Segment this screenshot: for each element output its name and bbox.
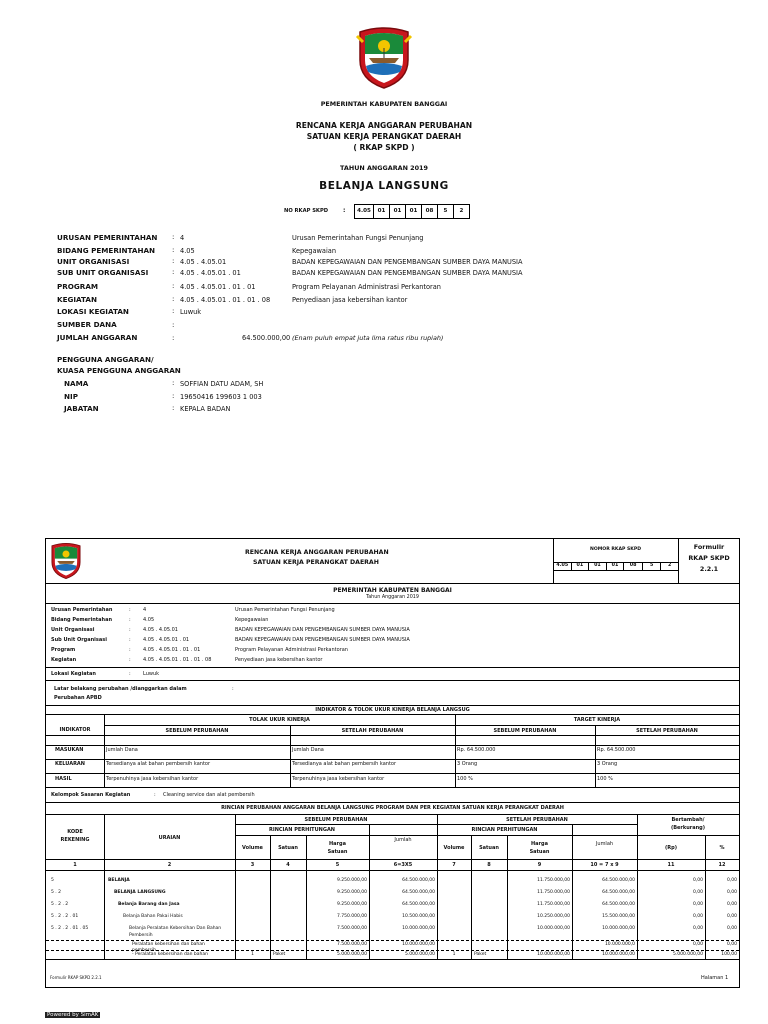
field-value: 4.05 . 4.05.01 . 01 — [180, 269, 241, 277]
cover-government: PEMERINTAH KABUPATEN BANGGAI — [320, 100, 448, 108]
col-number: 8 — [487, 862, 491, 868]
ind-header-sebelum: SEBELUM PERUBAHAN — [165, 728, 229, 734]
ind-row-tolok-sebelum: Terpenuhinya jasa kebersihan kantor — [106, 776, 199, 782]
row-selisih-rp: 0,00 — [692, 942, 703, 947]
row-uraian: - Peralatan kebersihan dan bahan — [132, 952, 208, 957]
form-title-1: RENCANA KERJA ANGGARAN PERUBAHAN — [245, 549, 389, 556]
field-label: KEGIATAN — [57, 295, 97, 304]
field-colon: : — [172, 321, 175, 329]
row-harga-setelah: 11.750.000,00 — [537, 878, 570, 883]
lokasi-value: Luwuk — [143, 671, 160, 677]
col-number: 12 — [718, 862, 726, 868]
form-field-desc: Urusan Pemerintahan Fungsi Penunjang — [235, 607, 335, 613]
form-field-colon: : — [129, 617, 131, 623]
rin-header-harga-4: Satuan — [529, 849, 550, 855]
no-rkap-cell: 2 — [453, 205, 469, 218]
rin-header-sebelum: SEBELUM PERUBAHAN — [304, 817, 368, 823]
form-field-desc: BADAN KEPEGAWAIAN DAN PENGEMBANGAN SUMBER DAYA MANUSIA — [235, 637, 410, 643]
form-field-colon: : — [129, 647, 131, 653]
rin-header-setelah: SETELAH PERUBAHAN — [506, 817, 568, 823]
row-uraian: Belanja Bahan Pakai Habis — [123, 914, 183, 919]
row-harga-setelah: 10.000.000,00 — [537, 926, 570, 931]
row-kode: 5 . 2 . 2 . 01 — [51, 914, 79, 919]
rin-header-perhitungan-1: RINCIAN PERHITUNGAN — [268, 827, 335, 833]
form-field-label: Sub Unit Organisasi — [51, 637, 107, 643]
cover-title-2: SATUAN KERJA PERANGKAT DAERAH — [306, 132, 462, 141]
field-desc: Penyediaan jasa kebersihan kantor — [292, 296, 408, 304]
form-title-2: SATUAN KERJA PERANGKAT DAERAH — [253, 559, 379, 566]
cover-heading: BELANJA LANGSUNG — [319, 180, 449, 192]
form-year: Tahun Anggaran 2019 — [366, 595, 419, 600]
pengguna-label-1: PENGGUNA ANGGARAN/ — [57, 355, 154, 364]
nomor-cell: 01 — [589, 562, 607, 570]
row-harga-sebelum: 9.250.000,00 — [336, 902, 367, 907]
form-field-desc: Penyediaan jasa kebersihan kantor — [235, 657, 323, 663]
field-colon: : — [172, 233, 175, 241]
rin-header-volume: Volume — [242, 845, 263, 851]
field-label: SUMBER DANA — [57, 320, 117, 329]
col-number: 2 — [167, 862, 172, 868]
nomor-cell: 5 — [643, 562, 662, 570]
ind-row-target-sebelum: 100 % — [457, 776, 473, 782]
row-volume-setelah: 1 — [452, 952, 456, 957]
cover-title-3: ( RKAP SKPD ) — [353, 143, 415, 152]
formulir-2: RKAP SKPD — [688, 554, 730, 562]
nomor-cell: 4.05 — [554, 562, 572, 570]
col-number: 4 — [286, 862, 290, 868]
row-kode: 5 . 2 . 2 — [51, 902, 69, 907]
form-field-desc: Program Pelayanan Administrasi Perkantoran — [235, 647, 348, 653]
field-colon: : — [172, 257, 175, 265]
ind-header-indikator: INDIKATOR — [59, 727, 91, 733]
rin-header-bertambah-2: (Berkurang) — [670, 825, 706, 831]
row-harga-sebelum: 7.500.000,00 — [336, 926, 367, 931]
col-number: 5 — [335, 862, 340, 868]
formulir-1: Formulir — [693, 543, 725, 551]
indikator-title: INDIKATOR & TOLOK UKUR KINERJA BELANJA LANGSUG — [315, 707, 470, 713]
rin-header-bertambah-1: Bertambah/ — [671, 817, 705, 823]
row-selisih-pct: 0,00 — [726, 890, 737, 895]
no-rkap-cell: 5 — [437, 205, 453, 218]
nomor-cell: 2 — [668, 563, 672, 568]
row-selisih-rp: 0,00 — [692, 914, 703, 919]
ind-header-target-setelah: SETELAH PERUBAHAN — [636, 728, 698, 734]
form-field-desc: BADAN KEPEGAWAIAN DAN PENGEMBANGAN SUMBER DAYA MANUSIA — [235, 627, 410, 633]
row-satuan-setelah: Paket — [474, 952, 487, 957]
form-field-label: Kegiatan — [51, 657, 77, 663]
row-uraian: pembersih — [132, 948, 156, 953]
row-jumlah-sebelum: 10.000.000,00 — [402, 942, 435, 947]
form-field-label: Bidang Pemerintahan — [51, 617, 113, 623]
form-field-desc: Kepegawaian — [235, 617, 269, 623]
field-value: 4.05 . 4.05.01 . 01 . 01 . 08 — [180, 296, 271, 304]
rin-header-harga-3: Harga — [531, 841, 548, 847]
row-jumlah-setelah: 10.000.000,0 — [604, 942, 635, 947]
rin-header-perhitungan-2: RINCIAN PERHITUNGAN — [471, 827, 538, 833]
latar-colon: : — [232, 686, 234, 692]
row-uraian: Peralatan kebersihan dan bahan — [132, 942, 205, 947]
latar-label-2: Perubahan APBD — [54, 695, 102, 701]
row-selisih-pct: 0,00 — [726, 902, 737, 907]
col-number: 6=3X5 — [393, 862, 413, 868]
field-label: SUB UNIT ORGANISASI — [57, 268, 149, 277]
col-number: 9 — [537, 862, 542, 868]
form-field-colon: : — [129, 607, 131, 613]
sasaran-value: Cleaning service dan alat pembersih — [163, 792, 255, 798]
jumlah-words: (Enam puluh empat juta lima ratus ribu rupiah) — [292, 334, 444, 342]
ind-row-name: MASUKAN — [55, 747, 84, 753]
ind-header-tolok: TOLAK UKUR KINERJA — [249, 717, 310, 723]
row-uraian: Pembersih — [129, 933, 153, 938]
col-number: 10 = 7 x 9 — [590, 862, 619, 868]
row-jumlah-setelah: 64.500.000,00 — [602, 878, 635, 883]
form-government: PEMERINTAH KABUPATEN BANGGAI — [333, 587, 452, 594]
row-jumlah-sebelum: 64.500.000,00 — [402, 878, 435, 883]
field-colon: : — [172, 268, 175, 276]
col-number: 3 — [250, 862, 255, 868]
field-colon: : — [172, 282, 175, 290]
ind-row-tolok-setelah: Terpenuhinya jasa kebersihan kantor — [292, 776, 385, 782]
ind-row-target-setelah: 100 % — [597, 776, 613, 782]
nomor-label: NOMOR RKAP SKPD — [589, 547, 642, 552]
ind-row-target-setelah: Rp. 64.500.000 — [597, 747, 636, 753]
ind-row-target-sebelum: Rp. 64.500.000 — [457, 747, 496, 753]
rin-header-volume-2: Volume — [443, 845, 465, 851]
nomor-cell: 08 — [624, 562, 643, 570]
form-footer-left: Formulir RKAP SKPD 2.2.1 — [50, 975, 102, 980]
rin-header-kode-1: KODE — [67, 829, 83, 835]
banggai-emblem-icon — [355, 26, 413, 90]
field-label: PROGRAM — [57, 282, 99, 291]
form-field-label: Urusan Pemerintahan — [51, 607, 113, 613]
no-rkap-cell: 4.05 — [357, 208, 371, 214]
rin-header-jumlah-2: Jumlah — [595, 841, 614, 847]
row-kode: 5 . 2 . 2 . 01 . 05 — [51, 926, 89, 931]
field-desc: Urusan Pemerintahan Fungsi Penunjang — [292, 234, 424, 242]
field-value: 4 — [180, 234, 185, 242]
form-field-value: 4.05 . 4.05.01 — [143, 627, 178, 633]
sasaran-label: Kelompok Sasaran Kegiatan — [51, 792, 131, 798]
no-rkap-label: NO RKAP SKPD — [284, 208, 329, 214]
cover-title-1: RENCANA KERJA ANGGARAN PERUBAHAN — [295, 121, 473, 130]
nomor-cells — [554, 562, 678, 571]
row-jumlah-sebelum: 5.000.000,00 — [404, 952, 435, 957]
field-colon: : — [172, 307, 175, 315]
ind-row-name: KELUARAN — [55, 761, 85, 767]
field-label: BIDANG PEMERINTAHAN — [57, 246, 156, 255]
row-jumlah-setelah: 10.000.000,00 — [602, 926, 635, 931]
form-field-label: Program — [51, 647, 76, 653]
rin-header-rp: (Rp) — [665, 845, 677, 851]
rkap-form — [45, 538, 740, 988]
rincian-title: RINCIAN PERUBAHAN ANGGARAN BELANJA LANGSUNG PROGRAM DAN PER KEGIATAN SATUAN KERJA PERANGKAT DAERAH — [221, 805, 564, 811]
rin-header-persen: % — [719, 845, 725, 851]
row-selisih-rp: 0,00 — [692, 878, 703, 883]
row-kode: 5 . 2 — [51, 890, 62, 895]
nomor-cell: 01 — [572, 562, 590, 570]
field-label: UNIT ORGANISASI — [57, 257, 130, 266]
official-label: NAMA — [64, 379, 89, 388]
rin-header-uraian: URAIAN — [158, 835, 181, 841]
no-rkap-cell: 01 — [405, 205, 421, 218]
rin-header-satuan-2: Satuan — [479, 845, 499, 851]
row-harga-sebelum: 9.250.000,00 — [336, 878, 367, 883]
ind-row-tolok-sebelum: Jumlah Dana — [106, 747, 138, 753]
field-colon: : — [172, 295, 175, 303]
official-colon: : — [172, 379, 175, 387]
official-value: KEPALA BADAN — [180, 405, 231, 413]
row-selisih-pct: 100,00 — [721, 952, 737, 957]
formulir-3: 2.2.1 — [699, 565, 719, 573]
no-rkap-box — [354, 204, 470, 219]
field-value: Luwuk — [180, 308, 202, 316]
official-value: 19650416 199603 1 003 — [180, 393, 262, 401]
ind-row-name: HASIL — [55, 776, 72, 782]
no-rkap-cell: 08 — [421, 205, 437, 218]
ind-row-target-setelah: 3 Orang — [597, 761, 618, 767]
form-field-colon: : — [129, 627, 131, 633]
form-field-colon: : — [129, 637, 131, 643]
pengguna-label-2: KUASA PENGGUNA ANGGARAN — [57, 366, 181, 375]
row-harga-sebelum: 7.500.000,00 — [336, 942, 367, 947]
official-label: JABATAN — [64, 404, 99, 413]
row-harga-sebelum: 5.000.000,00 — [336, 952, 367, 957]
ind-header-setelah: SETELAH PERUBAHAN — [341, 728, 404, 734]
no-rkap-cell: 01 — [389, 205, 405, 218]
form-field-value: 4.05 — [143, 617, 155, 623]
row-selisih-rp: 0,00 — [692, 902, 703, 907]
lokasi-colon: : — [129, 671, 131, 677]
field-colon: : — [172, 246, 175, 254]
field-value: 4.05 . 4.05.01 . 01 . 01 — [180, 283, 256, 291]
field-value: 4.05 . 4.05.01 — [180, 258, 227, 266]
rin-header-harga-2: Satuan — [327, 849, 348, 855]
col-number: 11 — [667, 862, 675, 868]
ind-header-target: TARGET KINERJA — [573, 717, 621, 723]
row-satuan-sebelum: Paket — [273, 952, 286, 957]
field-desc: BADAN KEPEGAWAIAN DAN PENGEMBANGAN SUMBER DAYA MANUSIA — [292, 258, 523, 266]
row-jumlah-sebelum: 64.500.000,00 — [402, 890, 435, 895]
official-colon: : — [172, 392, 175, 400]
field-desc: Kepegawaian — [292, 247, 337, 255]
no-rkap-cell: 01 — [373, 205, 389, 218]
ind-row-tolok-sebelum: Tersedianya alat bahan pembersih kantor — [106, 761, 211, 767]
sasaran-colon: : — [154, 792, 156, 798]
row-volume-sebelum: 1 — [251, 952, 254, 957]
form-field-label: Unit Organisasi — [51, 627, 95, 633]
field-value: 4.05 — [180, 247, 195, 255]
row-selisih-rp: 5.000.000,00 — [672, 952, 703, 957]
row-harga-sebelum: 9.250.000,00 — [336, 890, 367, 895]
ind-row-target-sebelum: 3 Orang — [457, 761, 478, 767]
official-value: SOFFIAN DATU ADAM, SH — [180, 380, 264, 388]
row-uraian: Belanja Barang dan Jasa — [118, 902, 180, 907]
rin-header-harga-1: Harga — [329, 841, 346, 847]
form-field-value: 4.05 . 4.05.01 . 01 — [143, 637, 190, 643]
row-selisih-pct: 0,00 — [726, 914, 737, 919]
form-emblem-icon — [49, 542, 83, 580]
form-field-colon: : — [129, 657, 131, 663]
jumlah-label: JUMLAH ANGGARAN — [57, 333, 138, 342]
form-field-value: 4 — [143, 607, 147, 613]
row-selisih-rp: 0,00 — [692, 926, 703, 931]
row-selisih-pct: 0,00 — [726, 942, 737, 947]
row-selisih-pct: 0,00 — [726, 926, 737, 931]
row-jumlah-setelah: 10.000.000,00 — [602, 952, 635, 957]
field-label: URUSAN PEMERINTAHAN — [57, 233, 158, 242]
row-jumlah-setelah: 64.500.000,00 — [602, 890, 635, 895]
rin-header-satuan: Satuan — [278, 845, 298, 851]
rin-header-kode-2: REKENING — [60, 837, 90, 843]
nomor-cell: 01 — [607, 562, 625, 570]
field-desc: Program Pelayanan Administrasi Perkantoran — [292, 283, 441, 291]
row-harga-setelah: 11.750.000,00 — [537, 890, 570, 895]
jumlah-value: 64.500.000,00 — [242, 334, 291, 342]
lokasi-label: Lokasi Kegiatan — [51, 671, 96, 677]
row-jumlah-sebelum: 64.500.000,00 — [402, 902, 435, 907]
row-jumlah-sebelum: 10.000.000,00 — [402, 926, 435, 931]
row-uraian: Belanja Peralatan Kebersihan Dan Bahan — [129, 926, 222, 931]
col-number: 7 — [452, 862, 456, 868]
rin-header-jumlah-1: Jumlah — [394, 837, 412, 843]
row-jumlah-setelah: 64.500.000,00 — [602, 902, 635, 907]
latar-label-1: Latar belakang perubahan /dianggarkan dalam — [54, 686, 187, 692]
row-harga-setelah: 11.750.000,00 — [537, 902, 570, 907]
row-selisih-pct: 0,00 — [726, 878, 737, 883]
row-harga-setelah: 10.250.000,00 — [537, 914, 570, 919]
ind-row-tolok-setelah: Jumlah Dana — [292, 747, 324, 753]
powered-by-watermark: Powered by SimAK — [47, 1012, 99, 1018]
no-rkap-colon: : — [343, 207, 346, 214]
jumlah-colon: : — [172, 334, 175, 342]
form-field-value: 4.05 . 4.05.01 . 01 . 01 — [143, 647, 201, 653]
ind-header-target-sebelum: SEBELUM PERUBAHAN — [493, 728, 557, 734]
field-desc: BADAN KEPEGAWAIAN DAN PENGEMBANGAN SUMBER DAYA MANUSIA — [292, 269, 523, 277]
row-jumlah-setelah: 15.500.000,00 — [602, 914, 635, 919]
row-jumlah-sebelum: 10.500.000,00 — [402, 914, 435, 919]
row-uraian: BELANJA — [108, 878, 130, 883]
form-field-value: 4.05 . 4.05.01 . 01 . 01 . 08 — [143, 657, 212, 663]
row-harga-sebelum: 7.750.000,00 — [336, 914, 367, 919]
form-footer-right: Halaman 1 — [701, 975, 729, 981]
official-label: NIP — [64, 392, 78, 401]
cover-year: TAHUN ANGGARAN 2019 — [340, 164, 428, 172]
row-selisih-rp: 0,00 — [692, 890, 703, 895]
row-harga-setelah: 10.000.000,00 — [537, 952, 570, 957]
row-uraian: BELANJA LANGSUNG — [114, 890, 166, 895]
official-colon: : — [172, 404, 175, 412]
field-label: LOKASI KEGIATAN — [57, 307, 129, 316]
col-number: 1 — [73, 862, 77, 868]
ind-row-tolok-setelah: Tersedianya alat bahan pembersih kantor — [292, 761, 397, 767]
row-kode: 5 — [51, 878, 54, 883]
